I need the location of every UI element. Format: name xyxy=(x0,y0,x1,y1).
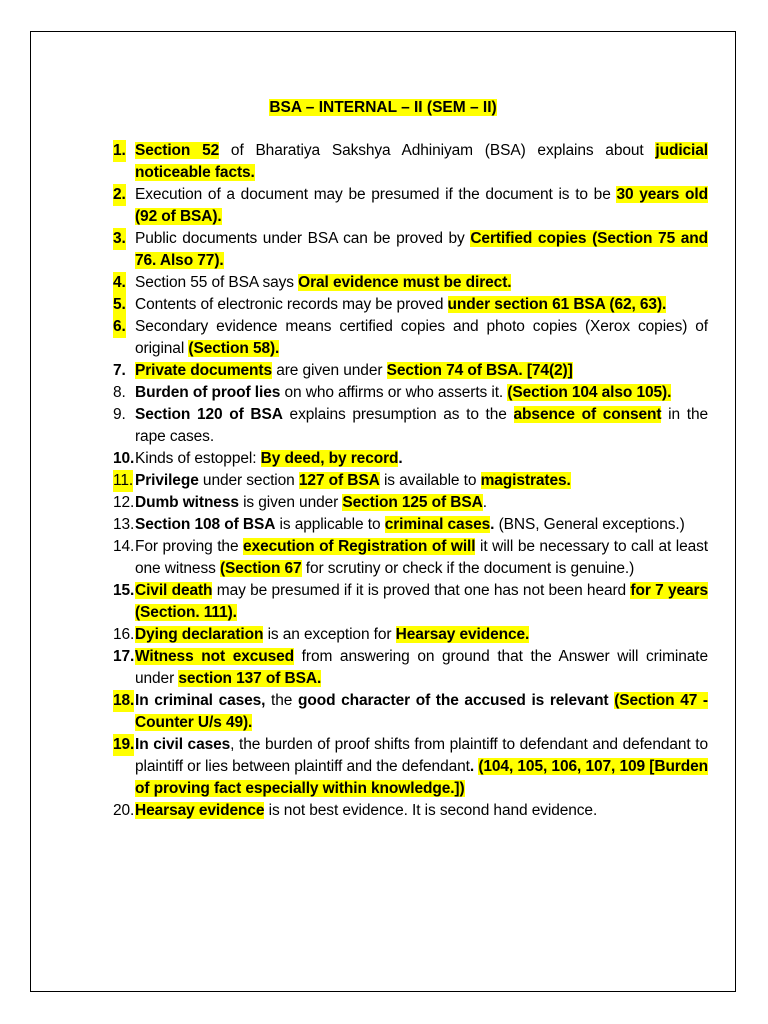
highlighted-text: Certified copies (Section 75 and 76. Also 77). xyxy=(135,230,708,269)
highlighted-text: Section 74 of BSA. [74(2)] xyxy=(386,362,573,379)
item-text: Contents of electronic records may be proved xyxy=(135,296,448,313)
item-number: 7. xyxy=(113,362,126,379)
item-text: Section 55 of BSA says xyxy=(135,274,299,291)
list-item xyxy=(113,580,708,624)
item-number: 8. xyxy=(113,384,126,401)
highlighted-text: Hearsay evidence. xyxy=(395,626,530,643)
item-text: it will be necessary to call at least one witness xyxy=(135,538,708,577)
item-text: For proving the xyxy=(135,538,244,555)
item-text: In civil cases xyxy=(135,736,231,753)
notes-list xyxy=(113,140,708,822)
item-number: 14. xyxy=(113,538,135,555)
item-text: may be presumed if it is proved that one has not been heard xyxy=(212,582,631,599)
item-number: 17. xyxy=(113,648,135,665)
item-text: Public documents under BSA can be proved by xyxy=(135,230,471,247)
item-text: . xyxy=(398,450,403,467)
item-text: Burden of proof lies xyxy=(135,384,281,401)
item-text: Privilege xyxy=(135,472,199,489)
highlighted-text: Section 52 xyxy=(135,142,220,159)
item-number: 6. xyxy=(113,316,126,338)
highlighted-text: Section 125 of BSA xyxy=(342,494,483,511)
highlighted-text: Witness not excused xyxy=(135,648,295,665)
highlighted-text: under section 61 BSA (62, 63). xyxy=(447,296,667,313)
list-item xyxy=(113,470,708,492)
item-number: 15. xyxy=(113,582,135,599)
item-text: (BNS, General exceptions.) xyxy=(494,516,685,533)
list-item xyxy=(113,800,708,822)
page-title xyxy=(31,98,735,118)
item-text: is an exception for xyxy=(263,626,396,643)
item-number: 11. xyxy=(113,470,133,492)
list-item xyxy=(113,646,708,690)
list-item xyxy=(113,624,708,646)
list-item xyxy=(113,734,708,800)
item-text: Section 120 of BSA xyxy=(135,406,283,423)
highlighted-text: magistrates. xyxy=(480,472,571,489)
highlighted-text: (Section 47 - Counter U/s 49). xyxy=(135,692,708,731)
highlighted-text: for 7 years (Section. 111). xyxy=(135,582,709,621)
item-text: the xyxy=(265,692,298,709)
item-number: 19. xyxy=(113,734,134,756)
item-number: 16. xyxy=(113,626,135,643)
item-text: on who affirms or who asserts it. xyxy=(280,384,508,401)
highlighted-text: 30 years old (92 of BSA). xyxy=(135,186,708,225)
item-number: 5. xyxy=(113,294,126,316)
list-item xyxy=(113,228,708,272)
list-item xyxy=(113,294,708,316)
item-text: is not best evidence. It is second hand evidence. xyxy=(264,802,598,819)
list-item xyxy=(113,140,708,184)
list-item xyxy=(113,492,708,514)
highlighted-text: Private documents xyxy=(135,362,272,379)
item-text: , the burden of proof shifts from plaintiff to defendant and defendant to plaintiff or lies between plaintiff and the defendant xyxy=(135,736,709,775)
list-item xyxy=(113,404,708,448)
list-item xyxy=(113,514,708,536)
highlighted-text: execution of Registration of will xyxy=(243,538,476,555)
item-text: . xyxy=(482,494,487,511)
document-page xyxy=(30,31,736,992)
item-text: from answering on ground that the Answer will criminate under xyxy=(135,648,708,687)
list-item xyxy=(113,382,708,404)
highlighted-text: By deed, by record xyxy=(260,450,399,467)
item-text: Secondary evidence means certified copies and photo copies (Xerox copies) of original xyxy=(135,318,708,357)
list-item xyxy=(113,272,708,294)
list-item xyxy=(113,448,708,470)
item-number: 20. xyxy=(113,802,135,819)
item-text: for scrutiny or check if the document is genuine.) xyxy=(301,560,635,577)
highlighted-text: (Section 67 xyxy=(219,560,302,577)
item-text: . xyxy=(490,516,495,533)
item-text: Dumb witness xyxy=(135,494,239,511)
list-item xyxy=(113,536,708,580)
item-number: 10. xyxy=(113,450,135,467)
item-text: Execution of a document may be presumed if the document is to be xyxy=(135,186,617,203)
item-number: 3. xyxy=(113,228,126,250)
item-number: 18. xyxy=(113,690,134,712)
item-number: 12. xyxy=(113,494,135,511)
title-text: BSA – INTERNAL – II (SEM – II) xyxy=(269,99,497,116)
item-number: 4. xyxy=(113,272,126,294)
item-text: explains presumption as to the xyxy=(282,406,514,423)
item-text: in the rape cases. xyxy=(135,406,708,445)
list-item xyxy=(113,316,708,360)
list-item xyxy=(113,360,708,382)
item-text: Section 108 of BSA xyxy=(135,516,276,533)
highlighted-text: section 137 of BSA. xyxy=(178,670,322,687)
item-text: . xyxy=(469,758,475,775)
item-text: is given under xyxy=(238,494,343,511)
list-item xyxy=(113,690,708,734)
highlighted-text: Hearsay evidence xyxy=(135,802,265,819)
item-text: Kinds of estoppel: xyxy=(135,450,261,467)
highlighted-text: Civil death xyxy=(135,582,213,599)
item-number: 13. xyxy=(113,516,135,533)
item-text: In criminal cases, xyxy=(135,692,266,709)
item-number: 1. xyxy=(113,140,126,162)
list-item xyxy=(113,184,708,228)
item-number: 9. xyxy=(113,406,126,423)
item-text: of Bharatiya Sakshya Adhiniyam (BSA) explains about xyxy=(219,142,656,159)
item-text: is available to xyxy=(379,472,481,489)
highlighted-text: (Section 58). xyxy=(188,340,280,357)
highlighted-text: absence of consent xyxy=(513,406,662,423)
highlighted-text: criminal cases xyxy=(384,516,491,533)
highlighted-text: (Section 104 also 105). xyxy=(507,384,672,401)
highlighted-text: Dying declaration xyxy=(135,626,264,643)
item-text: are given under xyxy=(271,362,387,379)
item-text: is applicable to xyxy=(275,516,385,533)
highlighted-text: Oral evidence must be direct. xyxy=(298,274,512,291)
highlighted-text: judicial noticeable facts. xyxy=(135,142,708,181)
item-number: 2. xyxy=(113,184,126,206)
item-text: under section xyxy=(198,472,299,489)
highlighted-text: 127 of BSA xyxy=(298,472,380,489)
item-text: good character of the accused is relevant xyxy=(297,692,609,709)
highlighted-text: (104, 105, 106, 107, 109 [Burden of proving fact especially within knowledge.]) xyxy=(135,758,708,797)
